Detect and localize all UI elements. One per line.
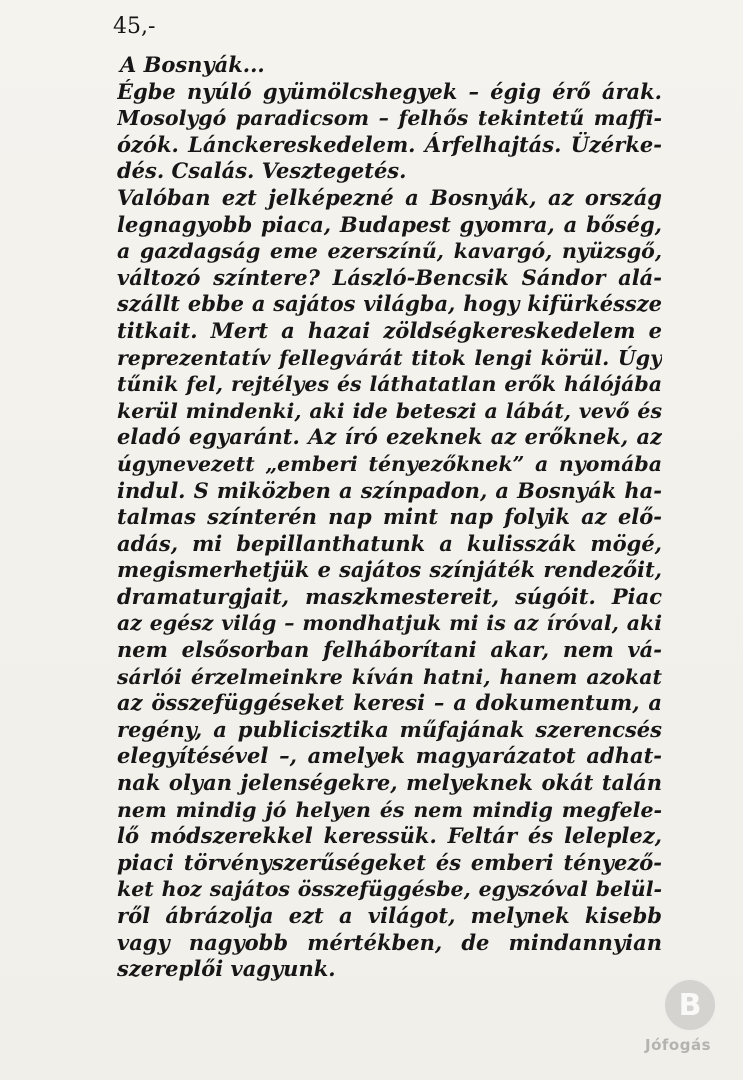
text-line: ket hoz sajátos összefüggésbe, egyszóval belül-: [117, 877, 662, 902]
text-line: dramaturgjait, maszkmestereit, súgóit. Piac: [117, 583, 662, 609]
watermark-text: Jófogás: [645, 1036, 712, 1054]
text-line: indul. S miközben a színpadon, a Bosnyák ha-: [117, 477, 662, 503]
text-line: nak olyan jelenségekre, melyeknek okát talán: [117, 770, 662, 796]
text-line: Mosolygó paradicsom – felhős tekintetű maffi-: [117, 106, 662, 131]
text-line: tűnik fel, rejtélyes és láthatatlan erők hálójába: [117, 372, 662, 397]
text-line: Égbe nyúló gyümölcshegyek – égig érő árak.: [117, 78, 662, 104]
text-line: adás, mi bepillanthatunk a kulisszák mögé,: [117, 530, 662, 556]
text-line: eladó egyaránt. Az író ezeknek az erőknek, az: [117, 424, 662, 450]
text-line: titkait. Mert a hazai zöldségkereskedelem e: [117, 317, 662, 343]
text-line: az összefüggéseket keresi – a dokumentum, a: [117, 690, 662, 716]
text-line: a gazdagság eme ezerszínű, kavargó, nyüzsgő,: [117, 239, 662, 264]
text-line: regény, a publicisztika műfajának szerencsés: [117, 716, 662, 742]
text-line: szállt ebbe a sajátos világba, hogy kifürkéssze: [117, 291, 662, 317]
text-line: legnagyobb piaca, Budapest gyomra, a bőség,: [117, 211, 662, 237]
text-line: Valóban ezt jelképezné a Bosnyák, az ország: [117, 184, 662, 210]
text-line: vagy nagyobb mértékben, de mindannyian: [117, 929, 662, 955]
text-line: talmas színterén nap mint nap folyik az elő-: [117, 504, 662, 530]
text-line: szereplői vagyunk.: [117, 956, 336, 982]
text-line: elegyítésével –, amelyek magyarázatot adhat-: [117, 743, 662, 769]
text-line: lő módszerekkel keressük. Feltár és leleplez,: [117, 823, 662, 849]
jofogas-logo-icon: [663, 978, 717, 1032]
text-line: kerül mindenki, aki ide beteszi a lábát, vevő és: [117, 398, 662, 423]
text-line: dés. Csalás. Vesztegetés.: [117, 158, 407, 184]
text-line: megismerhetjük e sajátos színjáték rendezőit,: [117, 557, 662, 583]
text-line: nem elsősorban felháborítani akar, nem vá-: [117, 637, 662, 663]
text-line: nem mindig jó helyen és nem mindig megfele-: [117, 797, 662, 822]
text-line: piaci törvényszerűségeket és emberi tényező-: [117, 849, 662, 875]
text-line: sárlói érzelmeinkre kíván hatni, hanem azokat: [117, 664, 662, 689]
text-line: A Bosnyák...: [120, 52, 265, 77]
logo-letter: B: [678, 987, 702, 1023]
handwritten-price: 45,-: [113, 14, 156, 39]
text-line: ről ábrázolja ezt a világot, melynek kisebb: [117, 903, 662, 928]
text-line: ózók. Lánckereskedelem. Árfelhajtás. Üzérke-: [117, 131, 662, 157]
text-line: változó színtere? László-Bencsik Sándor alá-: [117, 264, 662, 290]
jofogas-watermark: [633, 978, 733, 1068]
blurb-text: [117, 52, 662, 983]
text-line: az egész világ – mondhatjuk mi is az íróval, aki: [117, 611, 662, 636]
text-line: úgynevezett „emberi tényezőknek” a nyomába: [117, 451, 662, 476]
text-line: reprezentatív fellegvárát titok lengi körül. Úgy: [117, 345, 662, 370]
